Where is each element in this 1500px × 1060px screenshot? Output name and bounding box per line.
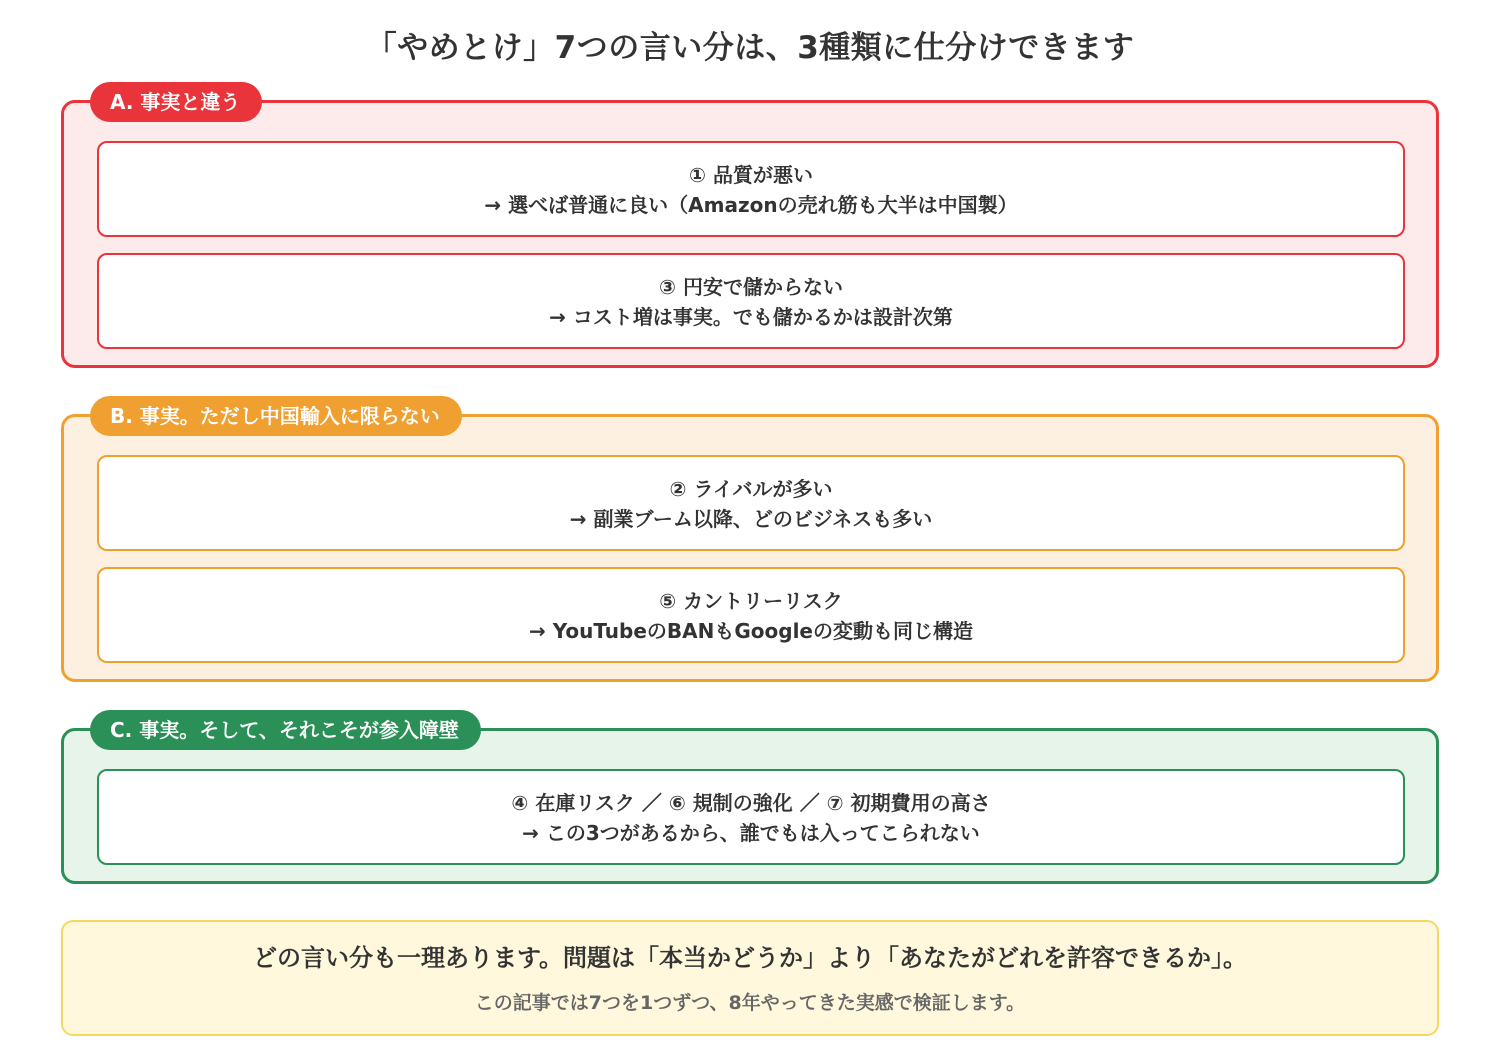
summary-box <box>61 920 1439 1036</box>
group-b-label: B. 事実。ただし中国輸入に限らない <box>90 396 462 436</box>
group-b-box <box>61 404 1439 682</box>
item-title: ③ 円安で儲からない <box>659 275 843 299</box>
group-a-box <box>61 90 1439 368</box>
item-rebuttal: → この3つがあるから、誰でもは入ってこられない <box>522 821 980 845</box>
item-rebuttal: → 副業ブーム以降、どのビジネスも多い <box>569 507 933 531</box>
summary-sub-text: この記事では7つを1つずつ、8年やってきた実感で検証します。 <box>474 992 1026 1014</box>
item-title: ⑤ カントリーリスク <box>659 589 843 613</box>
group-a-item-1 <box>97 141 1405 237</box>
item-rebuttal: → コスト増は事実。でも儲かるかは設計次第 <box>549 305 953 329</box>
item-title: ② ライバルが多い <box>669 477 833 501</box>
group-c-label: C. 事実。そして、それこそが参入障壁 <box>90 710 481 750</box>
group-b-item-1 <box>97 455 1405 551</box>
diagram-title: 「やめとけ」7つの言い分は、3種類に仕分けできます <box>365 30 1135 66</box>
group-b-item-2 <box>97 567 1405 663</box>
item-rebuttal: → 選べば普通に良い（Amazonの売れ筋も大半は中国製） <box>484 193 1018 217</box>
item-title: ① 品質が悪い <box>689 163 813 187</box>
item-rebuttal: → YouTubeのBANもGoogleの変動も同じ構造 <box>528 619 973 643</box>
group-a-label: A. 事実と違う <box>90 82 262 122</box>
summary-main-text: どの言い分も一理あります。問題は「本当かどうか」より「あなたがどれを許容できるか」。 <box>252 944 1248 972</box>
group-c-box <box>61 718 1439 884</box>
item-title: ④ 在庫リスク ／ ⑥ 規制の強化 ／ ⑦ 初期費用の高さ <box>511 791 991 815</box>
group-a-item-2 <box>97 253 1405 349</box>
group-c-item-1 <box>97 769 1405 865</box>
